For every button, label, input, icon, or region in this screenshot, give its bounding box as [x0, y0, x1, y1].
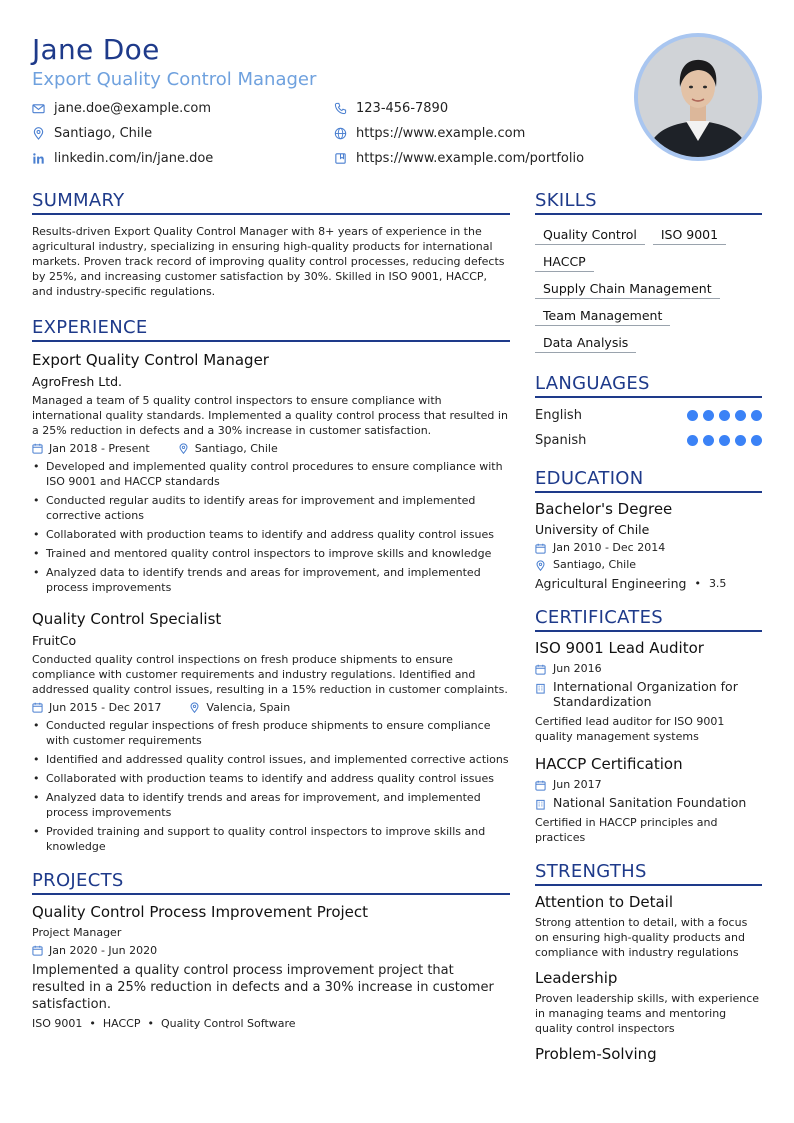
list-item: • Collaborated with production teams to identify and address quality control issues — [32, 527, 510, 542]
building-icon — [535, 799, 546, 810]
proficiency-dot — [719, 410, 730, 421]
experience-heading: EXPERIENCE — [32, 317, 510, 342]
strength-title: Problem-Solving — [535, 1045, 657, 1063]
phone-text: 123-456-7890 — [356, 101, 449, 116]
summary-heading: SUMMARY — [32, 190, 510, 215]
project-title: Quality Control Process Improvement Project — [32, 903, 369, 921]
project-tags: ISO 9001 • HACCP • Quality Control Software — [32, 1017, 296, 1030]
separator-dot: • — [694, 577, 701, 590]
job-company: FruitCo — [32, 633, 77, 648]
job-entry — [32, 610, 510, 854]
job-location: Valencia, Spain — [206, 701, 291, 714]
proficiency-dot — [703, 435, 714, 446]
certificate-title: HACCP Certification — [535, 755, 683, 773]
proficiency-dot — [719, 435, 730, 446]
job-meta — [32, 701, 510, 714]
job-description: Managed a team of 5 quality control inspectors to ensure compliance with international quality standards. Implemented a quality control process that resulted in a 25% reduction in defects and a 30% increase in customer satisfaction. — [32, 394, 508, 437]
education-heading: EDUCATION — [535, 468, 762, 493]
certificates-heading: CERTIFICATES — [535, 607, 762, 632]
skills-heading: SKILLS — [535, 190, 762, 215]
candidate-role: Export Quality Control Manager — [32, 69, 317, 90]
proficiency-dot — [687, 410, 698, 421]
certificate-issuer-line — [535, 795, 762, 810]
job-dates: Jan 2018 - Present — [49, 442, 150, 455]
languages-heading: LANGUAGES — [535, 373, 762, 398]
education-entry — [535, 500, 762, 591]
linkedin-icon — [32, 152, 45, 165]
strength-description: Strong attention to detail, with a focus on ensuring high-quality products and compliance with industry regulations — [535, 916, 748, 959]
contact-phone[interactable] — [334, 101, 448, 116]
proficiency-dot — [735, 410, 746, 421]
strength-title: Attention to Detail — [535, 893, 674, 911]
projects-heading: PROJECTS — [32, 870, 510, 895]
right-column — [535, 190, 762, 1063]
list-item: • Identified and addressed quality control issues, and implemented corrective actions — [32, 752, 510, 767]
list-item: • Developed and implemented quality control procedures to ensure compliance with ISO 9001 and HACCP standards — [32, 459, 510, 489]
summary-text: Results-driven Export Quality Control Manager with 8+ years of experience in the agricultural industry, specializing in ensuring high-quality products for international markets. Proven track record of improving quality control processes, reducing defects by 25%, and increasing customer satisfaction by 30%. Skilled in ISO 9001, HACCP, and industry-specific regulations. — [32, 225, 505, 298]
project-entry — [32, 903, 510, 1030]
project-tag: Quality Control Software — [161, 1017, 296, 1030]
job-company: AgroFresh Ltd. — [32, 374, 123, 389]
proficiency-dot — [751, 435, 762, 446]
job-bullets — [32, 718, 510, 854]
language-name: English — [535, 408, 582, 423]
calendar-icon — [32, 443, 43, 454]
strengths-heading: STRENGTHS — [535, 861, 762, 886]
list-item: • Provided training and support to quality control inspectors to improve skills and knowledge — [32, 824, 510, 854]
strength-entry — [535, 969, 762, 1036]
project-meta — [32, 944, 510, 957]
portfolio-text: https://www.example.com/portfolio — [356, 151, 585, 166]
calendar-icon — [535, 664, 546, 675]
skill-tag: HACCP — [535, 254, 594, 272]
certificate-date: Jun 2016 — [553, 662, 602, 675]
website-text: https://www.example.com — [356, 126, 526, 141]
education-location: Santiago, Chile — [553, 558, 637, 571]
job-title: Export Quality Control Manager — [32, 351, 269, 369]
list-item: • Conducted regular inspections of fresh produce shipments to ensure compliance with customer requirements — [32, 718, 510, 748]
portfolio-icon — [334, 152, 347, 165]
job-bullets — [32, 459, 510, 595]
proficiency-dot — [751, 410, 762, 421]
strength-entry — [535, 893, 762, 960]
calendar-icon — [535, 780, 546, 791]
skill-tag: Supply Chain Management — [535, 281, 720, 299]
certificate-entry — [535, 755, 762, 845]
calendar-icon — [535, 543, 546, 554]
job-dates: Jun 2015 - Dec 2017 — [49, 701, 162, 714]
strength-description: Proven leadership skills, with experience in managing teams and mentoring quality control inspectors — [535, 992, 760, 1035]
email-text: jane.doe@example.com — [54, 101, 212, 116]
skills-list — [535, 224, 762, 359]
language-level — [682, 410, 762, 421]
portrait-image — [638, 37, 758, 157]
building-icon — [535, 683, 546, 694]
list-item: • Collaborated with production teams to identify and address quality control issues — [32, 771, 510, 786]
certificate-title: ISO 9001 Lead Auditor — [535, 639, 704, 657]
contact-linkedin[interactable] — [32, 151, 213, 166]
education-dates-line — [535, 541, 762, 554]
project-description: Implemented a quality control process improvement project that resulted in a 25% reduction in defects and a 30% increase in customer satisfaction. — [32, 963, 494, 1012]
list-item: • Analyzed data to identify trends and areas for improvement, and implemented process improvements — [32, 565, 510, 595]
education-gpa: 3.5 — [708, 577, 727, 590]
contact-location — [32, 126, 152, 141]
job-meta — [32, 442, 510, 455]
skill-tag: ISO 9001 — [653, 227, 726, 245]
contact-website[interactable] — [334, 126, 525, 141]
phone-icon — [334, 102, 347, 115]
education-field-line — [535, 576, 762, 591]
education-field: Agricultural Engineering — [535, 576, 687, 591]
proficiency-dot — [703, 410, 714, 421]
certificate-description: Certified lead auditor for ISO 9001 quality management systems — [535, 715, 725, 743]
languages-list — [535, 403, 762, 453]
job-title: Quality Control Specialist — [32, 610, 222, 628]
education-location-line — [535, 558, 762, 571]
mail-icon — [32, 102, 45, 115]
education-dates: Jan 2010 - Dec 2014 — [553, 541, 666, 554]
candidate-name: Jane Doe — [32, 33, 160, 66]
project-tag: HACCP — [102, 1017, 141, 1030]
language-level — [682, 435, 762, 446]
language-name: Spanish — [535, 433, 587, 448]
certificate-issuer: National Sanitation Foundation — [553, 795, 747, 810]
location-pin-icon — [535, 560, 546, 571]
certificate-description: Certified in HACCP principles and practices — [535, 816, 718, 844]
location-pin-icon — [178, 443, 189, 454]
calendar-icon — [32, 702, 43, 713]
skill-tag: Data Analysis — [535, 335, 636, 353]
strength-entry — [535, 1045, 762, 1063]
linkedin-text: linkedin.com/in/jane.doe — [54, 151, 214, 166]
location-pin-icon — [189, 702, 200, 713]
project-role: Project Manager — [32, 926, 122, 939]
job-location: Santiago, Chile — [194, 442, 278, 455]
location-pin-icon — [32, 127, 45, 140]
strength-title: Leadership — [535, 969, 618, 987]
school: University of Chile — [535, 522, 650, 537]
skill-tag: Quality Control — [535, 227, 645, 245]
proficiency-dot — [687, 435, 698, 446]
certificate-date: Jun 2017 — [553, 778, 602, 791]
certificate-date-line — [535, 662, 762, 675]
calendar-icon — [32, 945, 43, 956]
job-entry — [32, 351, 510, 595]
job-description: Conducted quality control inspections on fresh produce shipments to ensure compliance with customer requirements and industry regulations. Identified and addressed quality control issues, resulting in a 15% reduction in customer complaints. — [32, 653, 508, 696]
degree: Bachelor's Degree — [535, 500, 673, 518]
certificate-entry — [535, 639, 762, 744]
list-item: • Analyzed data to identify trends and areas for improvement, and implemented process improvements — [32, 790, 510, 820]
project-dates: Jan 2020 - Jun 2020 — [49, 944, 158, 957]
proficiency-dot — [735, 435, 746, 446]
language-row — [535, 428, 762, 453]
globe-icon — [334, 127, 347, 140]
left-column — [32, 190, 510, 1030]
contact-portfolio[interactable] — [334, 151, 584, 166]
project-tag: ISO 9001 — [32, 1017, 83, 1030]
skill-tag: Team Management — [535, 308, 670, 326]
certificate-date-line — [535, 778, 762, 791]
profile-photo — [634, 33, 762, 161]
certificate-issuer-line — [535, 679, 762, 709]
contact-email[interactable] — [32, 101, 211, 116]
list-item: • Conducted regular audits to identify areas for improvement and implemented corrective actions — [32, 493, 510, 523]
location-text: Santiago, Chile — [54, 126, 153, 141]
certificate-issuer: International Organization for Standardization — [553, 679, 738, 709]
language-row — [535, 403, 762, 428]
list-item: • Trained and mentored quality control inspectors to improve skills and knowledge — [32, 546, 510, 561]
